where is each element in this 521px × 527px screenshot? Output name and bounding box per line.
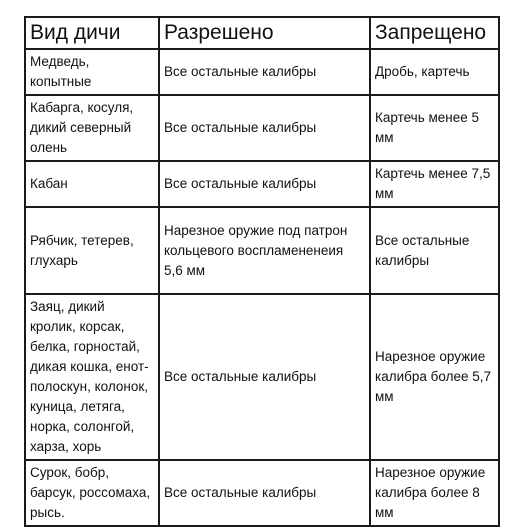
cell-forbidden: Дробь, картечь <box>370 49 499 95</box>
cell-allowed: Все остальные калибры <box>159 95 370 161</box>
table-row <box>25 49 499 95</box>
cell-allowed: Нарезное оружие под патрон кольцевого воспламененеия 5,6 мм <box>159 207 370 294</box>
table-row <box>25 460 499 526</box>
cell-game: Медведь, копытные <box>25 49 159 95</box>
table-header-row <box>25 17 499 49</box>
table-row <box>25 95 499 161</box>
cell-forbidden: Все остальные калибры <box>370 207 499 294</box>
cell-forbidden: Картечь менее 7,5 мм <box>370 161 499 207</box>
cell-allowed: Все остальные калибры <box>159 294 370 460</box>
cell-game: Рябчик, тетерев, глухарь <box>25 207 159 294</box>
cell-game: Сурок, бобр, барсук, россомаха, рысь. <box>25 460 159 526</box>
cell-forbidden: Картечь менее 5 мм <box>370 95 499 161</box>
table-row <box>25 294 499 460</box>
cell-forbidden: Нарезное оружие калибра более 8 мм <box>370 460 499 526</box>
cell-allowed: Все остальные калибры <box>159 460 370 526</box>
table-row <box>25 207 499 294</box>
header-game-type: Вид дичи <box>25 17 159 49</box>
cell-allowed: Все остальные калибры <box>159 49 370 95</box>
cell-allowed: Все остальные калибры <box>159 161 370 207</box>
header-allowed: Разрешено <box>159 17 370 49</box>
cell-game: Кабарга, косуля, дикий северный олень <box>25 95 159 161</box>
cell-forbidden: Нарезное оружие калибра более 5,7 мм <box>370 294 499 460</box>
hunting-caliber-table <box>24 16 500 527</box>
table-row <box>25 161 499 207</box>
header-forbidden: Запрещено <box>370 17 499 49</box>
cell-game: Заяц, дикий кролик, корсак, белка, горностай, дикая кошка, енот-полоскун, колонок, куница, летяга, норка, солонгой, харза, хорь <box>25 294 159 460</box>
cell-game: Кабан <box>25 161 159 207</box>
